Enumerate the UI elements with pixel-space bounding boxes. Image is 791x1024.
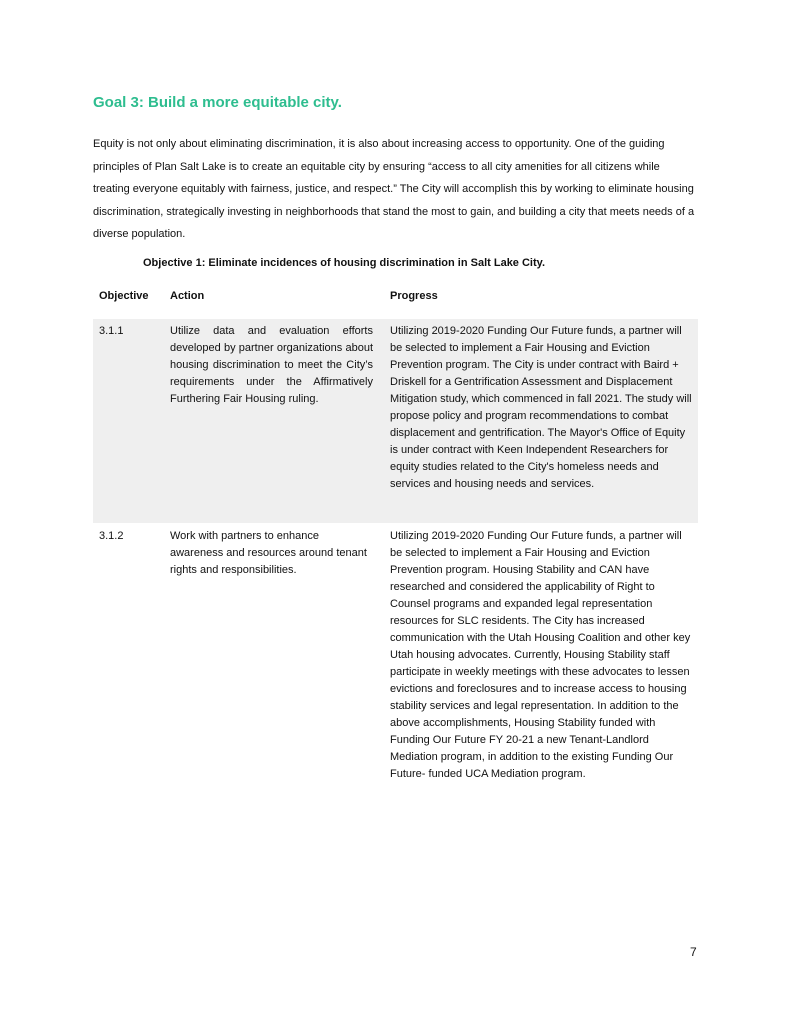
row-objective-id: 3.1.1 — [99, 325, 124, 337]
page-number: 7 — [690, 945, 697, 959]
row-objective-id: 3.1.2 — [99, 530, 124, 542]
row-action-text: Utilize data and evaluation efforts developed by partner organizations about housing discrimination to meet the City’s requirements under the Affirmatively Furthering Fair Housing ruling. — [170, 325, 373, 405]
header-progress: Progress — [390, 290, 438, 302]
row-progress-text: Utilizing 2019-2020 Funding Our Future funds, a partner will be selected to implement a Fair Housing and Eviction Prevention program. Housing Stability and CAN have researched and considered the applicability of Right to Counsel programs and expanded legal representation resources for SLC residents. The City has increased communication with the Utah Housing Coalition and other key Utah housing advocates. Currently, Housing Stability staff participate in weekly meetings with these advocates to lessen evictions and foreclosures and to increase access to housing stability services and legal representation. In addition to the above accomplishments, Housing Stability funded with Funding Our Future FY 20-21 a new Tenant-Landlord Mediation program, in addition to the existing Funding Our Future- funded UCA Mediation program. — [390, 530, 691, 780]
table-row — [93, 523, 698, 813]
header-objective: Objective — [99, 290, 149, 302]
row-action-text: Work with partners to enhance awareness and resources around tenant rights and responsibilities. — [170, 530, 367, 576]
objectives-table — [93, 283, 698, 813]
goal-heading: Goal 3: Build a more equitable city. — [93, 94, 342, 111]
table-header-row — [93, 283, 698, 319]
header-action: Action — [170, 290, 205, 302]
row-progress-text: Utilizing 2019-2020 Funding Our Future funds, a partner will be selected to implement a Fair Housing and Eviction Prevention program. The City is under contract with Baird + Driskell for a Gentrification Assessment and Displacement Mitigation study, which commenced in fall 2021. The study will propose policy and program recommendations to combat displacement and gentrification. The Mayor's Office of Equity is under contract with Keen Independent Researchers for equity studies related to the City's homeless needs and services and housing needs and services. — [390, 325, 692, 490]
table-row — [93, 319, 698, 523]
intro-paragraph: Equity is not only about eliminating discrimination, it is also about increasing access to opportunity. One of the guiding principles of Plan Salt Lake is to create an equitable city by ensuring “access to all city amenities for all citizens while treating everyone equitably with fairness, justice, and respect.” The City will accomplish this by working to eliminate housing discrimination, strategically investing in neighborhoods that stand the most to gain, and building a city that meets needs of a diverse population. — [93, 138, 695, 240]
objective-title: Objective 1: Eliminate incidences of housing discrimination in Salt Lake City. — [143, 257, 545, 269]
